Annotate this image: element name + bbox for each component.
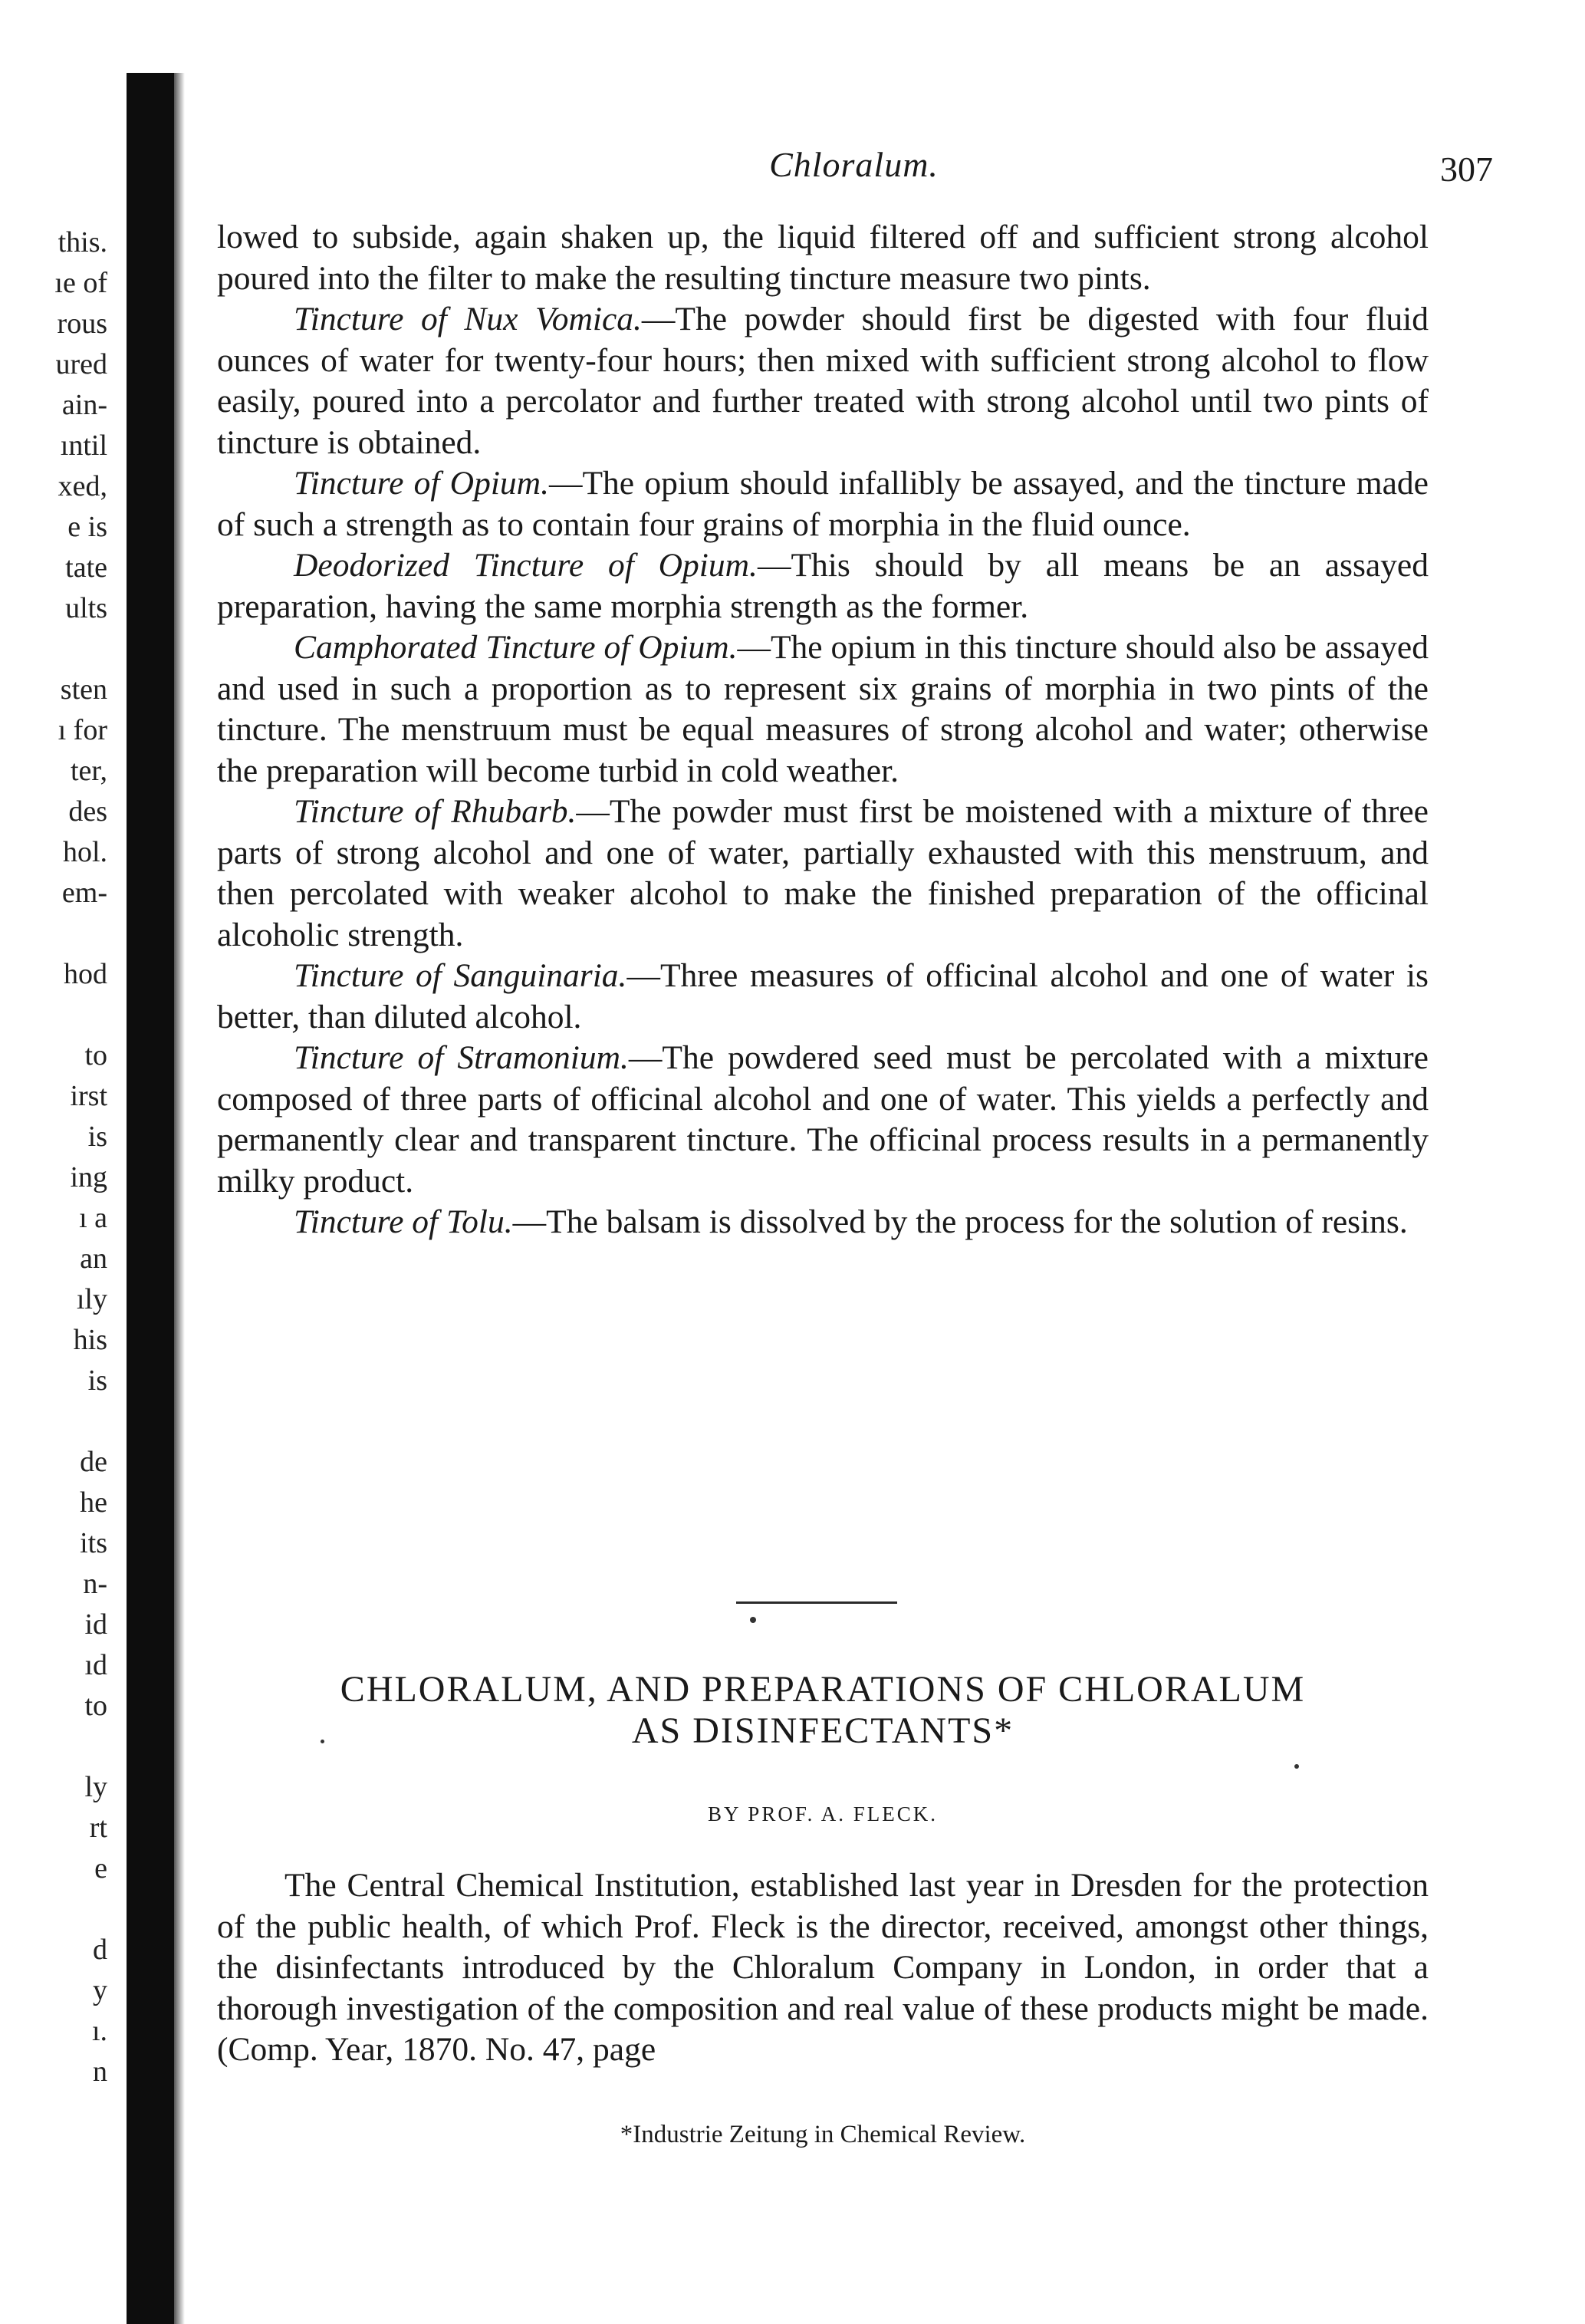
margin-fragment: ıe of (54, 267, 107, 299)
margin-fragment: ured (55, 348, 107, 380)
entry-term: Camphorated Tincture of Opium. (294, 629, 738, 666)
margin-fragment: he (80, 1486, 107, 1519)
entry-text: —Three measures of officinal alcohol and one of water is better, than diluted alcohol. (217, 957, 1429, 1035)
margin-fragment: ıntil (60, 430, 107, 462)
margin-fragment: xed, (58, 470, 107, 502)
print-speck (321, 1740, 324, 1743)
margin-fragment: his (73, 1324, 107, 1356)
entry-text: —The opium should infallibly be assayed, and the tincture made of such a strength as to contain four grains of morphia in the fluid ounce. (217, 465, 1429, 543)
divider-mark (750, 1617, 756, 1623)
margin-fragment: de (80, 1446, 107, 1478)
entry-sanguinaria (217, 956, 1429, 1038)
margin-fragment: rt (89, 1812, 107, 1844)
previous-page-bleed-column (0, 222, 107, 2092)
opening-paragraph: lowed to subside, again shaken up, the liquid filtered off and sufficient strong alcohol poured into the filter to make the resulting tincture measure two pints. (217, 219, 1429, 297)
margin-fragment: n- (83, 1568, 107, 1600)
margin-fragment: n (93, 2056, 107, 2088)
byline: BY PROF. A. FLECK. (708, 1802, 938, 1825)
entry-term: Tincture of Nux Vomica. (294, 301, 642, 337)
article-title-line-1: CHLORALUM, AND PREPARATIONS OF CHLORALUM (340, 1669, 1306, 1710)
margin-fragment (0, 629, 107, 670)
margin-fragment: ı for (58, 714, 107, 746)
entry-text: —The powder should first be digested with four fluid ounces of water for twenty-four hours; then mixed with sufficient strong alcohol to flow easily, poured into a percolator and further treated with strong alcohol until two pints of tincture is obtained. (217, 301, 1429, 461)
binding-gutter (127, 73, 174, 2324)
entry-stramonium (217, 1038, 1429, 1202)
margin-fragment: ults (65, 592, 107, 624)
margin-fragment: its (80, 1527, 107, 1559)
margin-fragment: e (94, 1852, 107, 1885)
margin-fragment: em- (61, 877, 107, 909)
entry-deodorized-opium (217, 545, 1429, 627)
margin-fragment: rous (57, 308, 107, 340)
entry-opium (217, 463, 1429, 545)
margin-fragment: id (84, 1608, 107, 1641)
margin-fragment: ıly (76, 1283, 107, 1315)
margin-fragment: is (87, 1121, 107, 1153)
body-text (217, 217, 1429, 1243)
entry-nux-vomica (217, 299, 1429, 463)
intro-paragraph: The Central Chemical Institution, established last year in Dresden for the protection of the public health, of which Prof. Fleck is the director, received, amongst other things, the disinfectants introduced by the Chloralum Company in London, in order that a thorough investigation of the composition and real value of these products might be made. (Comp. Year, 1870. No. 47, page (217, 1867, 1429, 2068)
margin-fragment: ı. (91, 2015, 107, 2047)
entry-term: Tincture of Tolu. (294, 1203, 513, 1240)
margin-fragment: ter, (70, 755, 107, 787)
entry-text: —This should by all means be an assayed preparation, having the same morphia strength as the former. (217, 547, 1429, 625)
entry-term: Tincture of Opium. (294, 465, 549, 502)
margin-fragment: ing (70, 1161, 107, 1193)
page-number: 307 (1440, 150, 1493, 189)
margin-fragment: is (87, 1364, 107, 1397)
margin-fragment: an (80, 1243, 107, 1275)
running-title: Chloralum. (769, 145, 939, 184)
margin-fragment: irst (70, 1080, 107, 1112)
margin-fragment (0, 1401, 107, 1442)
margin-fragment: ıd (84, 1649, 107, 1681)
margin-fragment: this. (58, 226, 107, 258)
entry-tolu (217, 1202, 1429, 1243)
margin-fragment: d (93, 1934, 107, 1966)
margin-fragment: ı a (79, 1202, 107, 1234)
margin-fragment: to (84, 1690, 107, 1722)
margin-fragment (0, 1727, 107, 1767)
article-intro (217, 1865, 1429, 2071)
print-speck (1294, 1764, 1299, 1769)
margin-fragment: des (68, 795, 107, 828)
section-divider (736, 1601, 897, 1604)
margin-fragment: e is (67, 511, 107, 543)
entry-text: —The opium in this tincture should also be assayed and used in such a proportion as to represent six grains of morphia in two pints of the tincture. The menstruum must be equal measures of strong alcohol and water; otherwise the preparation will become turbid in cold weather. (217, 629, 1429, 789)
entry-rhubarb (217, 792, 1429, 956)
margin-fragment (0, 913, 107, 954)
entry-text: —The powder must first be moistened with a mixture of three parts of strong alcohol and one of water, partially exhausted with this menstruum, and then percolated with weaker alcohol to make the finished preparation of the officinal alcoholic strength. (217, 793, 1429, 953)
entry-term: Tincture of Rhubarb. (294, 793, 577, 830)
entry-camphorated-opium (217, 627, 1429, 792)
margin-fragment: ain- (61, 389, 107, 421)
entry-term: Tincture of Sanguinaria. (294, 957, 627, 994)
margin-fragment: sten (60, 673, 107, 706)
entry-text: —The balsam is dissolved by the process for the solution of resins. (512, 1203, 1408, 1240)
article-title (217, 1669, 1429, 1752)
margin-fragment: to (84, 1039, 107, 1071)
margin-fragment: y (93, 1974, 107, 2006)
margin-fragment (0, 1889, 107, 1930)
margin-fragment: ly (84, 1771, 107, 1803)
margin-fragment: hol. (62, 836, 107, 868)
article-title-line-2: AS DISINFECTANTS* (631, 1710, 1014, 1751)
margin-fragment: hod (64, 958, 107, 990)
running-head (215, 144, 1493, 190)
entry-term: Tincture of Stramonium. (294, 1039, 629, 1076)
margin-fragment (0, 995, 107, 1035)
entry-term: Deodorized Tincture of Opium. (294, 547, 758, 584)
footnote: *Industrie Zeitung in Chemical Review. (620, 2121, 1026, 2148)
margin-fragment: tate (65, 551, 107, 584)
entry-text: —The powdered seed must be percolated with a mixture composed of three parts of officinal alcohol and one of water. This yields a perfectly and permanently clear and transparent tincture. The officinal process results in a permanently milky product. (217, 1039, 1429, 1200)
